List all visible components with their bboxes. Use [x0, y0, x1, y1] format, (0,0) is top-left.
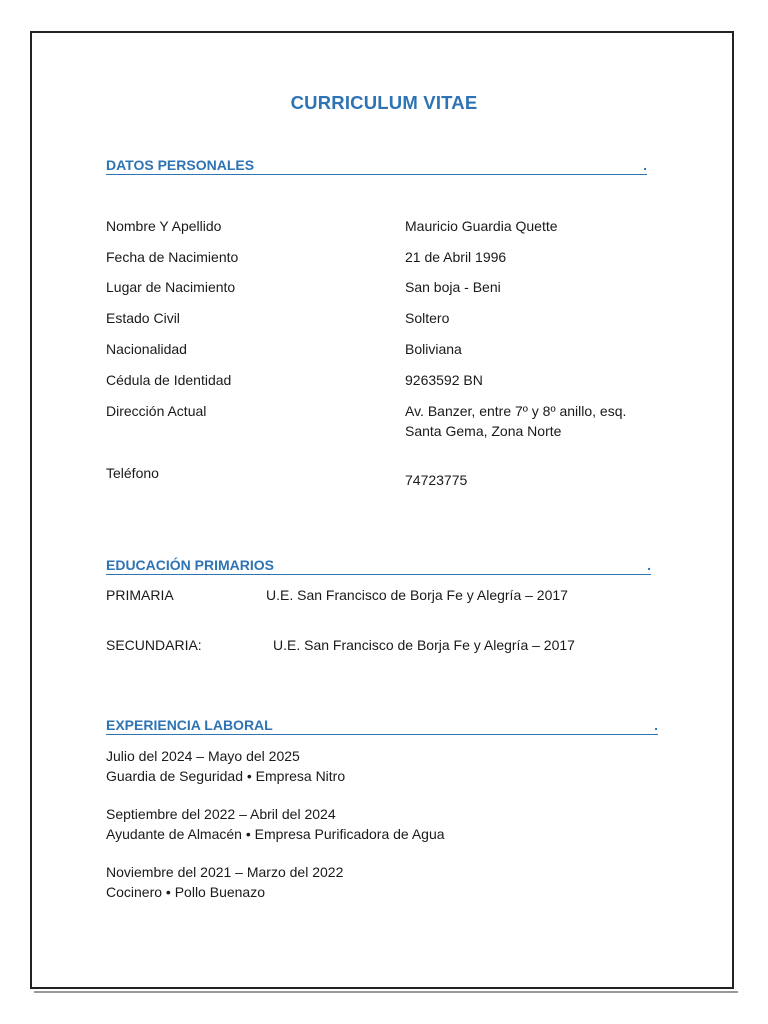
job-entry — [106, 746, 345, 786]
field-value-fecha-nacimiento: 21 de Abril 1996 — [405, 249, 507, 265]
job-role: Ayudante de Almacén • Empresa Purificadora de Agua — [106, 826, 445, 842]
field-label-cedula: Cédula de Identidad — [106, 372, 232, 388]
education-school-secundaria: U.E. San Francisco de Borja Fe y Alegría – 2017 — [273, 637, 575, 653]
section-heading-dot: . — [654, 717, 658, 733]
field-value-nacionalidad: Boliviana — [405, 341, 462, 357]
job-period: Septiembre del 2022 – Abril del 2024 — [106, 806, 336, 822]
field-label-estado-civil: Estado Civil — [106, 310, 180, 326]
field-value-direccion: Av. Banzer, entre 7º y 8º anillo, esq. Santa Gema, Zona Norte — [405, 403, 627, 439]
field-value-cedula: 9263592 BN — [405, 372, 483, 388]
page-shadow-line — [34, 991, 738, 993]
job-entry — [106, 804, 445, 844]
field-label-telefono: Teléfono — [106, 465, 159, 481]
job-role: Guardia de Seguridad • Empresa Nitro — [106, 768, 346, 784]
job-entry — [106, 862, 343, 902]
job-role: Cocinero • Pollo Buenazo — [106, 884, 265, 900]
field-label-nombre: Nombre Y Apellido — [106, 218, 222, 234]
education-school-primaria: U.E. San Francisco de Borja Fe y Alegría – 2017 — [266, 587, 568, 603]
section-heading-label: DATOS PERSONALES — [106, 157, 255, 173]
education-level-primaria: PRIMARIA — [106, 587, 174, 603]
section-heading-dot: . — [647, 557, 651, 573]
field-label-direccion: Dirección Actual — [106, 403, 207, 419]
field-label-lugar-nacimiento: Lugar de Nacimiento — [106, 279, 236, 295]
field-label-fecha-nacimiento: Fecha de Nacimiento — [106, 249, 239, 265]
section-heading-dot: . — [643, 157, 647, 173]
field-value-estado-civil: Soltero — [405, 310, 450, 326]
section-heading-datos-personales — [106, 157, 647, 175]
section-heading-label: EDUCACIÓN PRIMARIOS — [106, 557, 275, 573]
field-value-lugar-nacimiento: San boja - Beni — [405, 279, 501, 295]
section-heading-experiencia — [106, 717, 658, 735]
section-heading-label: EXPERIENCIA LABORAL — [106, 717, 273, 733]
education-level-secundaria: SECUNDARIA: — [106, 637, 202, 653]
document-title: CURRICULUM VITAE — [290, 92, 478, 113]
job-period: Julio del 2024 – Mayo del 2025 — [106, 748, 300, 764]
job-period: Noviembre del 2021 – Marzo del 2022 — [106, 864, 344, 880]
field-label-nacionalidad: Nacionalidad — [106, 341, 187, 357]
section-heading-educacion — [106, 557, 651, 575]
field-value-telefono: 74723775 — [405, 472, 468, 488]
field-value-nombre: Mauricio Guardia Quette — [405, 218, 558, 234]
